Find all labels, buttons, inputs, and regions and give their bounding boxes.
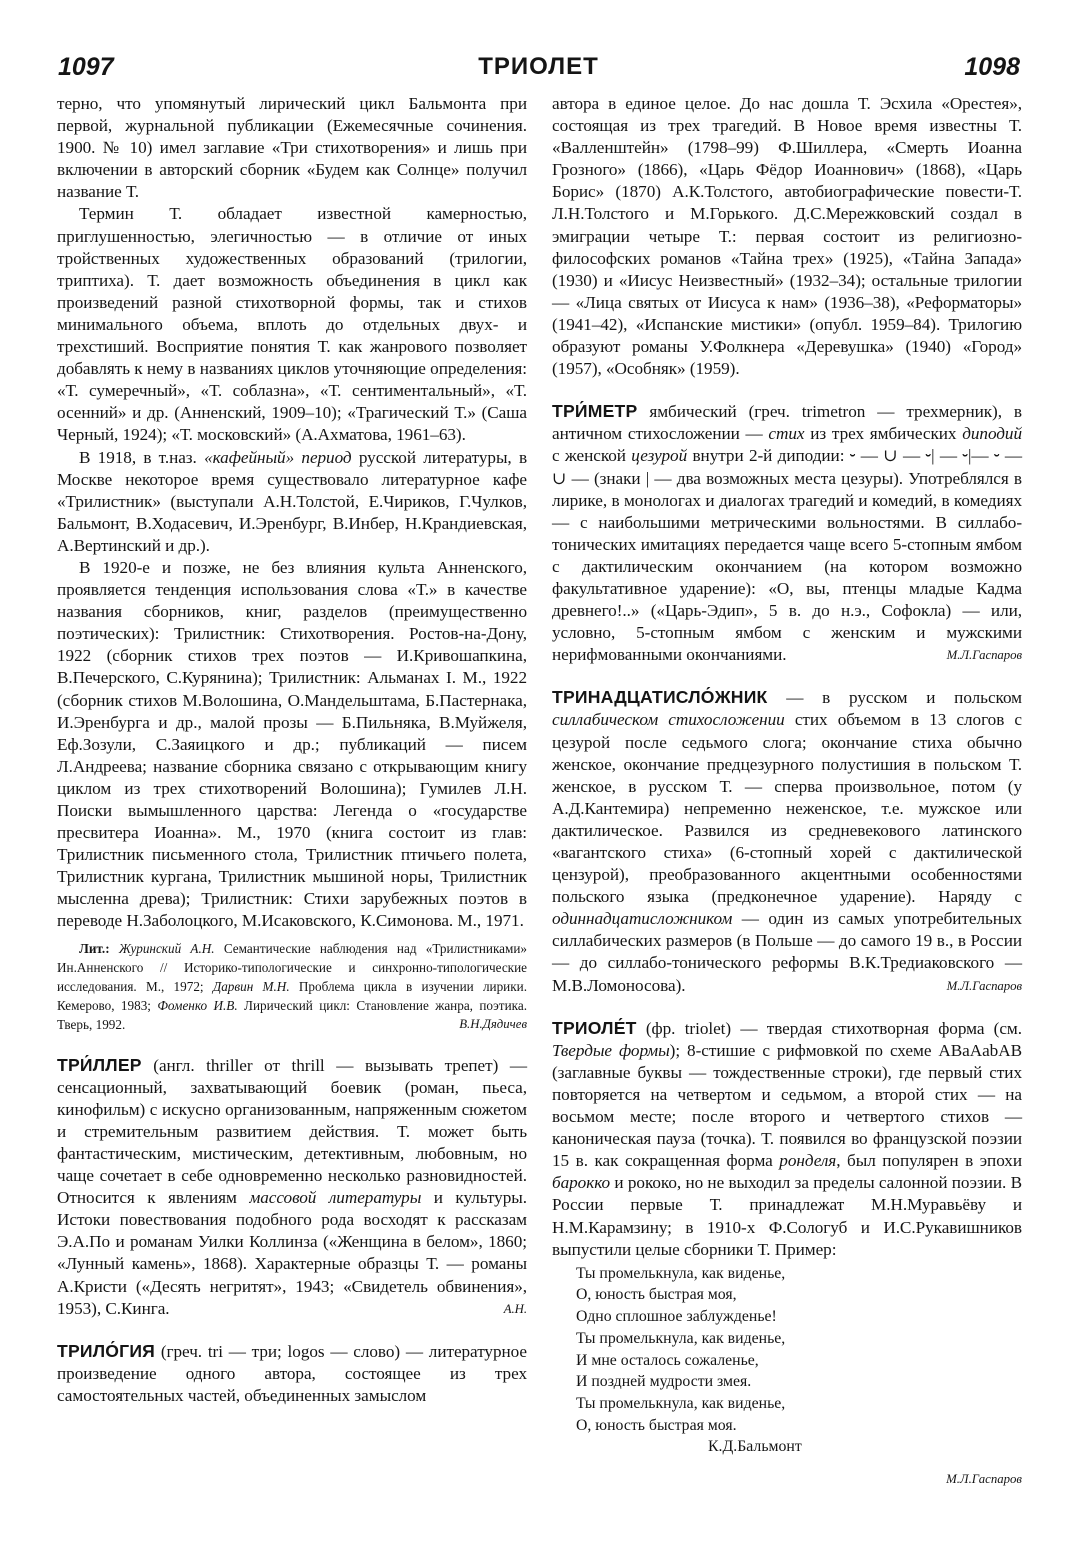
trilistnik-paragraph-cafe: В 1918, в т.наз. «кафейный» период русской литературы, в Москве некоторое время существовало литературное кафе «Трилистник» (выступали А.Н.Толстой, Е.Чириков, Г.Чулков, Бальмонт, В.Ходасевич, И.Эренбург, В.Инбер, Н.Крандиевская, А.Вертинский и др.). bbox=[57, 447, 528, 555]
entry-triolet: ТРИОЛЕ́Т (фр. triolet) — твердая стихотворная форма (см. Твердые формы); 8-стишие с рифмовкой по схеме ABaAabAB (заглавные буквы — тождественные строки), где первый стих повторяется на четвертом и седьмом, а второй стих — на восьмом месте; после второго и четвертого стихов — каноническая пауза (точка). Т. появился во французской поэзии 15 в. как сокращенная форма ронделя, был популярен в эпохи барокко и рококо, но не выходил за пределы салонной поэзии. В России первые Т. принадлежат М.Н.Муравьёву и Н.М.Карамзину; в 1910-х Ф.Сологуб и И.С.Рукавишников выпустили целые сборники Т. Пример: Ты промелькнула, как виденье, О, юность быстрая моя, Одно сплошное заблужденье! Ты промелькнула, как виденье, И мне осталось сожаленье, И поздней мудрости змея. Ты промелькнула, как виденье, О, юность быстрая моя. К.Д.Бальмонт М.Л.Гаспаров bbox=[552, 1017, 1022, 1487]
literature-label: Лит.: bbox=[79, 940, 110, 956]
cross-reference: Твердые формы bbox=[552, 1040, 670, 1060]
entry-trilogy: ТРИЛО́ГИЯ (греч. tri — три; logos — слово) — литературное произведение одного автора, состоящее из трех самостоятельных частей, объединенных замыслом bbox=[57, 1340, 527, 1405]
trilistnik-paragraph-titles: В 1920-е и позже, не без влияния культа Анненского, проявляется тенденция использования слова «Т.» в качестве названия сборников, книг, разделов (преимущественно поэтических): Трилистник: Стихотворения. Ростов-на-Дону, 1922 (сборник стихов трех поэтов — И.Кривошапкина, В.Печерского, С.Курянина); Трилистник: Альманах I. М., 1922 (сборник стихов М.Волошина, О.Мандельштама, Б.Пастернака, И.Эренбурга и др., малой прозы — Б.Пильняка, В.Муйжеля, Еф.Зозули, С.Заяицкого и др.; публикаций — писем Л.Андреева; название сборника связано с открывающим книгу циклом из трех стихотворений Волошина); Гумилев Л.Н. Поиски вымышленного царства: Легенда о «государстве пресвитера Иоанна». М., 1970 (книга состоит из глав: Трилистник письменного стола, Трилистник птичьего полета, Трилистник кургана, Трилистник мышиной норы, Трилистник мысленна древа); Трилистник: Стихи зарубежных поэтов в переводе Н.Заболоцкого, М.Исаковского, К.Симонова. М., 1971. bbox=[57, 557, 527, 931]
left-column bbox=[57, 93, 527, 1407]
cross-reference: ронделя bbox=[779, 1151, 837, 1171]
headword: ТРИОЛЕ́Т bbox=[552, 1017, 637, 1038]
entry-trimeter: ТРИ́МЕТР ямбический (греч. trimetron — трехмерник), в античном стихосложении — стих из трех ямбических диподий с женской цезурой внутри 2-й диподии: ⏑ — ∪ — ⏑| — ⏑|— ⏑ — ∪ — (знаки | — два возможных места цезуры). Употреблялся в лирике, в монологах и диалогах трагедий и комедий, в комедиях — с наибольшими метрическими вольностями. В силлабо-тонических имитациях передается чаще всего 5-стопным ямбом с дактилическим окончанием (на котором возможно факультативное ударение): «О, вы, птенцы младые Кадма древнего!..» («Царь-Эдип», 5 в. до н.э., Софокла) — или, условно, 5-стопным ямбом с женским и мужскими нерифмованными окончаниями. М.Л.Гаспаров bbox=[552, 400, 1022, 666]
cross-reference: диподий bbox=[962, 424, 1022, 444]
poem-line: И мне осталось сожаленье, bbox=[576, 1351, 759, 1369]
poem-line: Ты промелькнула, как виденье, bbox=[576, 1264, 786, 1282]
headword: ТРИЛО́ГИЯ bbox=[57, 1340, 156, 1361]
entry-thriller: ТРИ́ЛЛЕР (англ. thriller от thrill — вызывать трепет) — сенсационный, захватывающий боевик (роман, пьеса, кинофильм) с искусно организованным, напряженным сюжетом и стремительным развитием действия. Т. может быть фантастическим, мистическим, детективным, любовным, но чаще сочетает в себе одновременно несколько разновидностей. Относится к явлениям массовой литературы и культуры. Истоки повествования подобного рода восходят к рассказам Э.А.По и романам Уилки Коллинза («Женщина в белом», 1860; «Лунный камень», 1868). Характерные образцы Т. — романы А.Кристи («Десять негритят», 1943; «Свидетель обвинения», 1953), С.Кинга. А.Н. bbox=[57, 1054, 527, 1320]
headword: ТРИ́ЛЛЕР bbox=[57, 1054, 142, 1075]
cross-reference: «кафейный» период bbox=[204, 447, 352, 467]
cross-reference: стих bbox=[768, 424, 805, 444]
cross-reference: силлабическом стихосложении bbox=[552, 710, 785, 730]
page-number-right: 1098 bbox=[964, 53, 1020, 81]
page-number-left: 1097 bbox=[58, 53, 114, 81]
author-signature: М.Л.Гаспаров bbox=[946, 648, 1022, 663]
literature-list: Лит.: Журинский А.Н. Семантические наблюдения над «Трилистниками» Ин.Анненского // Историко-типологические и синхронно-типологические исследования. М., 1972; Дарвин М.Н. Проблема цикла в изучении лирики. Кемерово, 1983; Фоменко И.В. Лирический цикл: Становление жанра, поэтика. Тверь, 1992. В.Н.Дядичев bbox=[57, 940, 527, 1032]
cross-reference: одиннадцатисложником bbox=[552, 909, 733, 929]
poem-example bbox=[576, 1263, 1022, 1437]
poem-author: К.Д.Бальмонт bbox=[708, 1438, 802, 1456]
poem-line: О, юность быстрая моя. bbox=[576, 1416, 737, 1434]
poem-line: Ты промелькнула, как виденье, bbox=[576, 1329, 786, 1347]
poem-line: Ты промелькнула, как виденье, bbox=[576, 1394, 786, 1412]
author-signature: А.Н. bbox=[503, 1301, 527, 1316]
right-column bbox=[552, 93, 1022, 1487]
poem-line: И поздней мудрости змея. bbox=[576, 1373, 752, 1391]
running-title: ТРИОЛЕТ bbox=[478, 53, 599, 80]
entry-trinadtsatislozhnik: ТРИНАДЦАТИСЛО́ЖНИК — в русском и польском силлабическом стихосложении стих объемом в 13 слогов с цезурой после седьмого слога; окончание стиха обычно женское, окончание предцезурного полустишия в польском Т. женское, в русском Т. — сперва произвольное, потом (у А.Д.Кантемира) непременно неженское, т.е. мужское или дактилическое. Развился из средневекового латинского «вагантского стиха» (6-стопный хорей с дактилической цензурой), преобразованного акцентными особенностями польского языка (предконечное ударение). Наряду с одиннадцатисложником — один из самых употребительных силлабических размеров (в Польше — до самого 19 в., в России — до силлабо-тонического реформы В.К.Тредиаковского — М.В.Ломоносова). М.Л.Гаспаров bbox=[552, 686, 1022, 996]
cross-reference: цезурой bbox=[631, 446, 688, 466]
cross-reference: барокко bbox=[552, 1173, 611, 1193]
poem-line: О, юность быстрая моя, bbox=[576, 1286, 737, 1304]
trilistnik-continuation: терно, что упомянутый лирический цикл Бальмонта при первой, журнальной публикации (Ежемесячные сочинения. 1900. № 10) имел заглавие «Три стихотворения» и лишь при включении в авторский сборник «Будем как Солнце» получил название Т. bbox=[57, 94, 527, 202]
poem-line: Одно сплошное заблужденье! bbox=[576, 1308, 777, 1326]
cross-reference: массовой литературы bbox=[249, 1188, 422, 1208]
author-signature: М.Л.Гаспаров bbox=[946, 1472, 1022, 1487]
author-signature: М.Л.Гаспаров bbox=[946, 978, 1022, 993]
trilistnik-paragraph-term: Термин Т. обладает известной камерностью, приглушенностью, элегичностью — в отличие от иных тройственных художественных образований (трилогии, триптиха). Т. дает возможность объединения в цикл как произведений разной стихотворной формы, так и стихов минимального объема, вплоть до отдельных двух- и трехстиший. Восприятие понятия Т. как жанрового позволяет добавлять к нему в названиях циклов уточняющие определения: «Т. сумеречный», «Т. соблазна», «Т. сентиментальный», «Т. осенний» и др. (Анненский, 1909–10); «Трагический Т.» (Саша Черный, 1924); «Т. московский» (А.Ахматова, 1961–63). bbox=[57, 204, 527, 445]
trilogy-continuation: автора в единое целое. До нас дошла Т. Эсхила «Орестея», состоящая из трех трагедий. В Новое время известны Т. «Валленштейн» (1798–99) Ф.Шиллера, «Смерть Иоанна Грозного» (1866), «Царь Фёдор Иоаннович» (1868), «Царь Борис» (1870) А.К.Толстого, автобиографические повести-Т. Л.Н.Толстого и М.Горького. Д.С.Мережковский создал в эмиграции четыре Т.: первая состоит из религиозно-философских романов «Тайна трех» (1925), «Тайна Запада» (1930) и «Иисус Неизвестный» (1932–34); остальные трилогии — «Лица святых от Иисуса к нам» (1936–38), «Реформаторы» (1941–42), «Испанские мистики» (опубл. 1959–84). Трилогию образуют романы У.Фолкнера «Деревушка» (1940) «Город» (1957), «Особняк» (1959). bbox=[552, 94, 1022, 379]
author-signature: В.Н.Дядичев bbox=[459, 1016, 527, 1031]
headword: ТРИ́МЕТР bbox=[552, 401, 638, 422]
headword: ТРИНАДЦАТИСЛО́ЖНИК bbox=[552, 687, 768, 708]
